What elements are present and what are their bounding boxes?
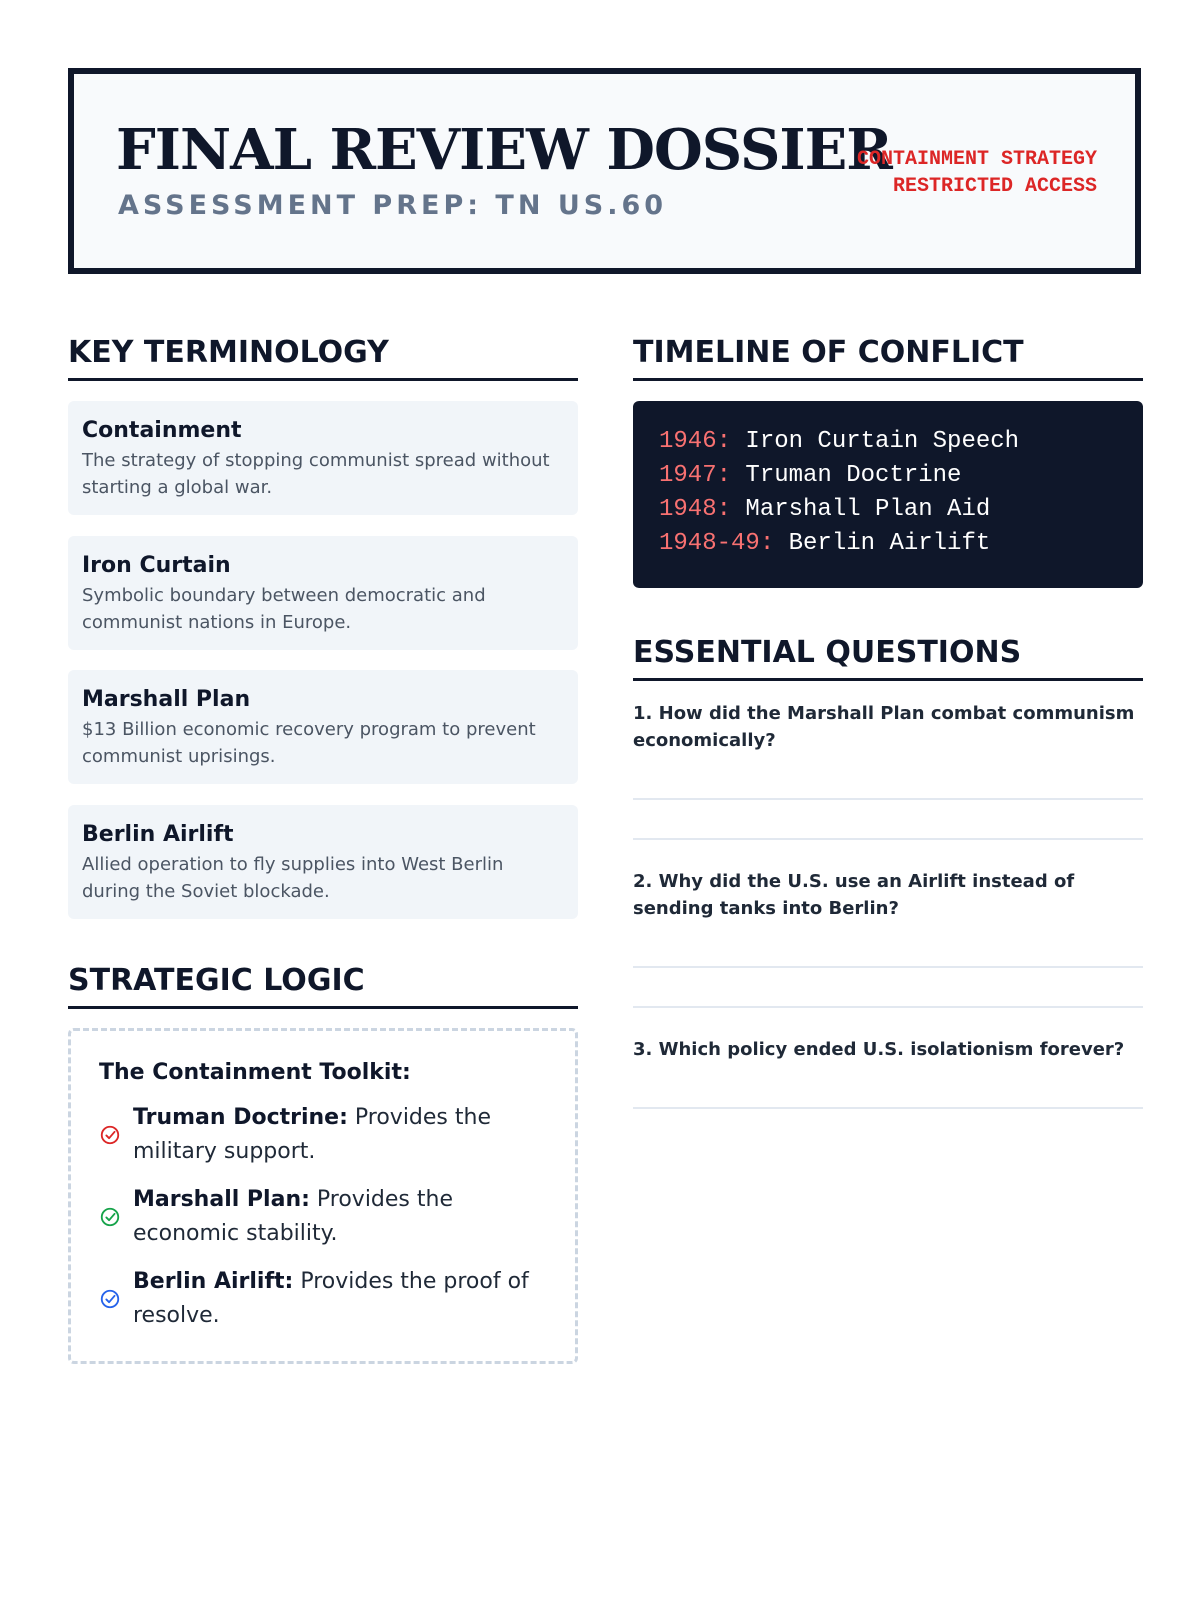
question-3: 3. Which policy ended U.S. isolationism forever? bbox=[633, 1039, 1125, 1060]
timeline-event bbox=[659, 493, 1117, 527]
answer-line[interactable] bbox=[633, 966, 1143, 968]
essential-questions-heading: ESSENTIAL QUESTIONS bbox=[633, 638, 1143, 681]
dossier-header bbox=[68, 68, 1141, 274]
toolkit-item-label: Berlin Airlift: bbox=[133, 1269, 294, 1294]
answer-line[interactable] bbox=[633, 1107, 1143, 1109]
check-circle-icon bbox=[99, 1288, 121, 1310]
term-name: Containment bbox=[82, 418, 242, 443]
timeline-year: 1948-49: bbox=[659, 530, 775, 557]
answer-line[interactable] bbox=[633, 838, 1143, 840]
strategic-logic-heading: STRATEGIC LOGIC bbox=[68, 966, 578, 1009]
toolkit-title: The Containment Toolkit: bbox=[99, 1060, 411, 1085]
page-title: FINAL REVIEW DOSSIER bbox=[116, 117, 892, 183]
page-subtitle: ASSESSMENT PREP: TN US.60 bbox=[118, 190, 668, 221]
timeline-year: 1948: bbox=[659, 496, 732, 523]
timeline-panel bbox=[633, 401, 1143, 588]
toolkit-item-text bbox=[133, 1265, 547, 1333]
timeline-event-text: Truman Doctrine bbox=[731, 462, 962, 489]
timeline-year: 1947: bbox=[659, 462, 732, 489]
classification-stamp bbox=[857, 146, 1097, 200]
timeline-event-text: Marshall Plan Aid bbox=[731, 496, 991, 523]
question-1: 1. How did the Marshall Plan combat communism economically? bbox=[633, 703, 1135, 751]
timeline-event bbox=[659, 527, 1117, 561]
timeline-year: 1946: bbox=[659, 428, 732, 455]
toolkit-item bbox=[99, 1265, 547, 1333]
term-definition: The strategy of stopping communist spread without starting a global war. bbox=[82, 450, 550, 498]
term-name: Berlin Airlift bbox=[82, 822, 234, 847]
answer-line[interactable] bbox=[633, 1006, 1143, 1008]
toolkit-item bbox=[99, 1183, 547, 1251]
toolkit-item-text bbox=[133, 1101, 547, 1169]
toolkit-item-label: Truman Doctrine: bbox=[133, 1105, 348, 1130]
question-2: 2. Why did the U.S. use an Airlift instead of sending tanks into Berlin? bbox=[633, 871, 1075, 919]
toolkit-item-label: Marshall Plan: bbox=[133, 1187, 310, 1212]
term-card bbox=[68, 536, 578, 650]
term-card bbox=[68, 805, 578, 919]
toolkit-item-description: Provides the proof of resolve. bbox=[133, 1269, 529, 1328]
key-terminology-heading: KEY TERMINOLOGY bbox=[68, 338, 578, 381]
stamp-line-1: CONTAINMENT STRATEGY bbox=[856, 148, 1097, 171]
timeline-event-text: Iron Curtain Speech bbox=[731, 428, 1020, 455]
check-circle-icon bbox=[99, 1206, 121, 1228]
toolkit-item-text bbox=[133, 1183, 547, 1251]
term-name: Marshall Plan bbox=[82, 687, 251, 712]
toolkit-item bbox=[99, 1101, 547, 1169]
term-card bbox=[68, 670, 578, 784]
timeline-event bbox=[659, 425, 1117, 459]
check-circle-icon bbox=[99, 1124, 121, 1146]
term-card bbox=[68, 401, 578, 515]
timeline-event-text: Berlin Airlift bbox=[774, 530, 991, 557]
term-definition: Symbolic boundary between democratic and communist nations in Europe. bbox=[82, 585, 486, 633]
toolkit-item-description: Provides the economic stability. bbox=[133, 1187, 453, 1246]
term-definition: $13 Billion economic recovery program to prevent communist uprisings. bbox=[82, 719, 536, 767]
term-definition: Allied operation to fly supplies into West Berlin during the Soviet blockade. bbox=[82, 854, 504, 902]
toolkit-item-description: Provides the military support. bbox=[133, 1105, 491, 1164]
term-name: Iron Curtain bbox=[82, 553, 231, 578]
answer-line[interactable] bbox=[633, 798, 1143, 800]
timeline-heading: TIMELINE OF CONFLICT bbox=[633, 338, 1143, 381]
timeline-event bbox=[659, 459, 1117, 493]
containment-toolkit-box bbox=[68, 1028, 578, 1364]
stamp-line-2: RESTRICTED ACCESS bbox=[892, 175, 1097, 198]
